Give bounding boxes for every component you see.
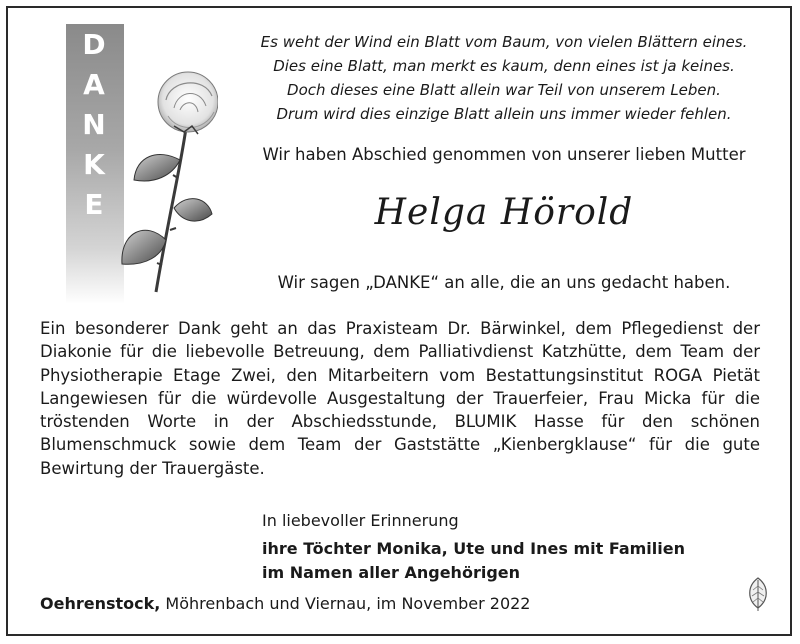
memory-line: In liebevoller Erinnerung bbox=[262, 511, 459, 530]
poem-line: Es weht der Wind ein Blatt vom Baum, von vielen Blättern eines. bbox=[260, 33, 748, 51]
danke-letter: K bbox=[83, 148, 107, 181]
danke-letter: N bbox=[82, 108, 108, 141]
signers bbox=[262, 537, 685, 585]
poem-line: Drum wird dies einzige Blatt allein uns immer wieder fehlen. bbox=[276, 105, 732, 123]
danke-letter: D bbox=[82, 28, 108, 61]
intro-line: Wir haben Abschied genommen von unserer lieben Mutter bbox=[262, 145, 746, 164]
poem-line: Dies eine Blatt, man merkt es kaum, denn eines ist ja keines. bbox=[273, 57, 735, 75]
leaf-icon bbox=[745, 576, 771, 612]
thanks-line: Wir sagen „DANKE“ an alle, die an uns gedacht haben. bbox=[277, 273, 731, 292]
signer-line: im Namen aller Angehörigen bbox=[262, 563, 521, 582]
poem bbox=[230, 30, 778, 126]
poem-line: Doch dieses eine Blatt allein war Teil von unserem Leben. bbox=[287, 81, 721, 99]
place-date-line bbox=[40, 594, 530, 613]
deceased-name: Helga Hörold bbox=[374, 192, 634, 233]
danke-letter: A bbox=[83, 68, 107, 101]
signer-line: ihre Töchter Monika, Ute und Ines mit Familien bbox=[262, 539, 685, 558]
rose-icon bbox=[108, 60, 218, 300]
thanks-paragraph: Ein besonderer Dank geht an das Praxisteam Dr. Bärwinkel, dem Pflegedienst der Diakonie für die liebevolle Betreuung, dem Palliativdienst Katzhütte, dem Team der Physiotherapie Etage Zwei, den Mitarbeitern vom Bestattungsinstitut ROGA Pietät Langewiesen für die würdevolle Ausgestaltung der Trauerfeier, Frau Micka für die tröstenden Worte in der Abschiedsstunde, BLUMIK Hasse für den schönen Blumenschmuck sowie dem Team der Gaststätte „Kienbergklause“ für die gute Bewirtung der Trauergäste. bbox=[40, 319, 760, 478]
place-rest: Möhrenbach und Viernau, im November 2022 bbox=[160, 594, 531, 613]
danke-letter: E bbox=[84, 188, 106, 221]
place-bold: Oehrenstock, bbox=[40, 594, 161, 613]
